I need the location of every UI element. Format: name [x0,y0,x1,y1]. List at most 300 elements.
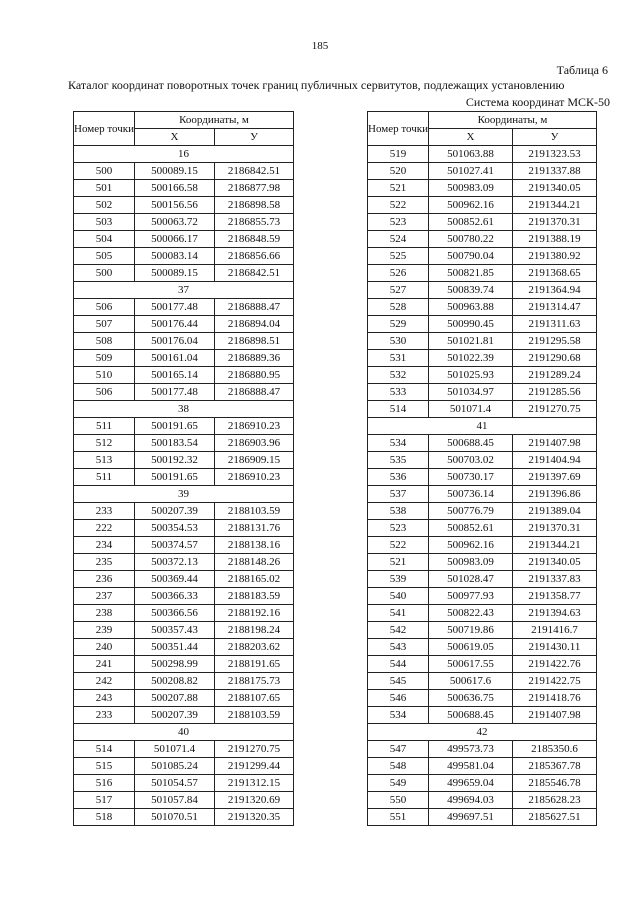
x-coordinate-cell: 500617.6 [428,673,512,690]
y-coordinate-cell: 2188203.62 [214,639,293,656]
point-number-cell: 537 [368,486,429,503]
y-coordinate-cell: 2191364.94 [512,282,596,299]
point-number-cell: 519 [368,146,429,163]
table-row [74,792,294,809]
table-row [74,588,294,605]
x-coordinate-cell: 500852.61 [428,520,512,537]
y-coordinate-cell: 2188192.16 [214,605,293,622]
x-coordinate-cell: 500207.88 [134,690,214,707]
table-row [368,452,597,469]
y-coordinate-cell: 2186910.23 [214,469,293,486]
table-row [74,741,294,758]
y-coordinate-cell: 2191370.31 [512,214,596,231]
y-coordinate-cell: 2191340.05 [512,554,596,571]
y-coordinate-cell: 2186910.23 [214,418,293,435]
x-coordinate-cell: 501025.93 [428,367,512,384]
x-coordinate-cell: 499659.04 [428,775,512,792]
table-row [74,316,294,333]
table-row [368,282,597,299]
x-coordinate-cell: 500183.54 [134,435,214,452]
y-coordinate-cell: 2191320.69 [214,792,293,809]
point-number-cell: 522 [368,197,429,214]
y-coordinate-cell: 2188107.65 [214,690,293,707]
y-coordinate-cell: 2186888.47 [214,299,293,316]
y-coordinate-cell: 2186842.51 [214,163,293,180]
point-number-cell: 541 [368,605,429,622]
y-coordinate-cell: 2188191.65 [214,656,293,673]
x-coordinate-cell: 500963.88 [428,299,512,316]
y-coordinate-cell: 2188103.59 [214,707,293,724]
table-row [368,163,597,180]
point-number-cell: 515 [74,758,135,775]
point-number-cell: 236 [74,571,135,588]
y-coordinate-cell: 2188183.59 [214,588,293,605]
x-coordinate-cell: 500191.65 [134,418,214,435]
table-row [368,197,597,214]
y-coordinate-cell: 2186856.66 [214,248,293,265]
y-coordinate-cell: 2191430.11 [512,639,596,656]
table-row [74,554,294,571]
y-coordinate-cell: 2185350.6 [512,741,596,758]
x-coordinate-cell: 500357.43 [134,622,214,639]
point-number-cell: 222 [74,520,135,537]
y-coordinate-cell: 2191407.98 [512,707,596,724]
x-coordinate-cell: 501022.39 [428,350,512,367]
table-row [368,622,597,639]
group-number: 42 [368,724,597,741]
x-coordinate-cell: 501070.51 [134,809,214,826]
y-coordinate-cell: 2188131.76 [214,520,293,537]
point-number-cell: 506 [74,299,135,316]
table-row [74,231,294,248]
x-coordinate-cell: 500089.15 [134,163,214,180]
x-coordinate-cell: 500083.14 [134,248,214,265]
point-number-cell: 514 [74,741,135,758]
group-number: 38 [74,401,294,418]
x-column-header: X [428,129,512,146]
table-row [368,469,597,486]
y-coordinate-cell: 2185628.23 [512,792,596,809]
x-coordinate-cell: 500366.56 [134,605,214,622]
y-coordinate-cell: 2185627.51 [512,809,596,826]
x-coordinate-cell: 500636.75 [428,690,512,707]
group-row [368,724,597,741]
table-row [74,367,294,384]
table-row [74,418,294,435]
table-row [74,248,294,265]
point-number-cell: 550 [368,792,429,809]
point-number-cell: 536 [368,469,429,486]
x-coordinate-cell: 500165.14 [134,367,214,384]
group-number: 16 [74,146,294,163]
x-coordinate-cell: 500176.44 [134,316,214,333]
table-row [368,588,597,605]
table-row [74,435,294,452]
x-coordinate-cell: 501063.88 [428,146,512,163]
x-coordinate-cell: 500839.74 [428,282,512,299]
y-coordinate-cell: 2186898.51 [214,333,293,350]
y-coordinate-cell: 2191314.47 [512,299,596,316]
y-coordinate-cell: 2186880.95 [214,367,293,384]
table-row [368,265,597,282]
point-number-cell: 243 [74,690,135,707]
y-coordinate-cell: 2191289.24 [512,367,596,384]
y-coordinate-cell: 2191358.77 [512,588,596,605]
x-coordinate-cell: 501034.97 [428,384,512,401]
x-coordinate-cell: 500617.55 [428,656,512,673]
y-coordinate-cell: 2186894.04 [214,316,293,333]
y-coordinate-cell: 2191422.75 [512,673,596,690]
table-row [74,469,294,486]
x-coordinate-cell: 500983.09 [428,554,512,571]
point-number-cell: 503 [74,214,135,231]
x-coordinate-cell: 499694.03 [428,792,512,809]
point-number-cell: 506 [74,384,135,401]
x-coordinate-cell: 500089.15 [134,265,214,282]
point-number-cell: 532 [368,367,429,384]
point-number-cell: 509 [74,350,135,367]
x-coordinate-cell: 499581.04 [428,758,512,775]
table-row [368,537,597,554]
table-row [74,503,294,520]
point-number-cell: 551 [368,809,429,826]
point-number-cell: 233 [74,503,135,520]
y-coordinate-cell: 2191337.83 [512,571,596,588]
point-number-cell: 234 [74,537,135,554]
x-coordinate-cell: 500780.22 [428,231,512,248]
y-coordinate-cell: 2186903.96 [214,435,293,452]
x-coordinate-cell: 500983.09 [428,180,512,197]
point-number-cell: 530 [368,333,429,350]
table-row [368,486,597,503]
x-coordinate-cell: 500374.57 [134,537,214,554]
x-coordinate-cell: 500369.44 [134,571,214,588]
table-row [368,299,597,316]
point-number-cell: 525 [368,248,429,265]
page-number: 185 [311,40,329,52]
y-coordinate-cell: 2186848.59 [214,231,293,248]
table-body-right [368,146,597,826]
y-coordinate-cell: 2191388.19 [512,231,596,248]
table-row [368,741,597,758]
point-number-cell: 501 [74,180,135,197]
point-number-cell: 545 [368,673,429,690]
point-number-cell: 240 [74,639,135,656]
x-coordinate-cell: 501027.41 [428,163,512,180]
point-number-cell: 531 [368,350,429,367]
y-coordinate-cell: 2191404.94 [512,452,596,469]
y-coordinate-cell: 2191397.69 [512,469,596,486]
coordinate-system-label: Система координат МСК-50 [465,95,610,109]
point-number-cell: 507 [74,316,135,333]
x-coordinate-cell: 500372.13 [134,554,214,571]
point-number-cell: 511 [74,418,135,435]
y-coordinate-cell: 2191344.21 [512,537,596,554]
point-number-cell: 523 [368,520,429,537]
point-number-cell: 500 [74,163,135,180]
table-row [368,146,597,163]
point-number-cell: 521 [368,180,429,197]
group-number: 37 [74,282,294,299]
table-row [74,775,294,792]
x-coordinate-cell: 500688.45 [428,707,512,724]
y-coordinate-cell: 2186889.36 [214,350,293,367]
y-coordinate-cell: 2191370.31 [512,520,596,537]
coordinates-table-right [367,111,597,826]
point-number-cell: 549 [368,775,429,792]
table-row [74,520,294,537]
point-number-cell: 239 [74,622,135,639]
point-number-cell: 520 [368,163,429,180]
table-row [74,333,294,350]
table-row [74,639,294,656]
y-column-header: У [214,129,293,146]
group-number: 41 [368,418,597,435]
point-number-cell: 512 [74,435,135,452]
y-coordinate-cell: 2191418.76 [512,690,596,707]
point-number-cell: 543 [368,639,429,656]
x-coordinate-cell: 500719.86 [428,622,512,639]
y-coordinate-cell: 2191422.76 [512,656,596,673]
y-coordinate-cell: 2191344.21 [512,197,596,214]
point-number-cell: 528 [368,299,429,316]
x-coordinate-cell: 500962.16 [428,537,512,554]
x-coordinate-cell: 500962.16 [428,197,512,214]
table-row [74,673,294,690]
x-coordinate-cell: 500207.39 [134,503,214,520]
table-row [368,554,597,571]
y-coordinate-cell: 2186842.51 [214,265,293,282]
table-row [368,656,597,673]
x-coordinate-cell: 501071.4 [428,401,512,418]
y-coordinate-cell: 2191394.63 [512,605,596,622]
point-number-cell: 538 [368,503,429,520]
point-number-cell: 242 [74,673,135,690]
table-row [74,537,294,554]
coordinates-header: Координаты, м [134,112,293,129]
x-coordinate-cell: 500990.45 [428,316,512,333]
point-number-cell: 539 [368,571,429,588]
table-row [368,316,597,333]
table-row [368,707,597,724]
x-coordinate-cell: 500176.04 [134,333,214,350]
point-number-cell: 517 [74,792,135,809]
point-number-cell: 510 [74,367,135,384]
x-coordinate-cell: 501057.84 [134,792,214,809]
point-number-cell: 533 [368,384,429,401]
table-row [368,673,597,690]
point-number-cell: 505 [74,248,135,265]
x-coordinate-cell: 500298.99 [134,656,214,673]
x-coordinate-cell: 500688.45 [428,435,512,452]
y-coordinate-cell: 2191270.75 [214,741,293,758]
group-row [74,146,294,163]
x-coordinate-cell: 500354.53 [134,520,214,537]
table-row [368,690,597,707]
table-row [368,384,597,401]
point-number-cell: 508 [74,333,135,350]
x-coordinate-cell: 501028.47 [428,571,512,588]
table-row [368,639,597,656]
table-row [74,452,294,469]
x-coordinate-cell: 501085.24 [134,758,214,775]
y-coordinate-cell: 2191312.15 [214,775,293,792]
group-row [74,401,294,418]
y-coordinate-cell: 2191270.75 [512,401,596,418]
y-coordinate-cell: 2186888.47 [214,384,293,401]
point-number-cell: 502 [74,197,135,214]
point-number-cell: 521 [368,554,429,571]
table-row [368,758,597,775]
table-row [74,707,294,724]
x-coordinate-cell: 500177.48 [134,299,214,316]
point-number-cell: 500 [74,265,135,282]
table-row [368,809,597,826]
point-number-cell: 548 [368,758,429,775]
table-row [368,792,597,809]
table-row [74,163,294,180]
y-coordinate-cell: 2191295.58 [512,333,596,350]
y-coordinate-cell: 2186855.73 [214,214,293,231]
y-coordinate-cell: 2191416.7 [512,622,596,639]
x-coordinate-cell: 500977.93 [428,588,512,605]
table-row [368,401,597,418]
point-number-cell: 522 [368,537,429,554]
table-row [74,265,294,282]
point-number-cell: 544 [368,656,429,673]
point-number-cell: 518 [74,809,135,826]
y-coordinate-cell: 2191340.05 [512,180,596,197]
x-coordinate-cell: 501071.4 [134,741,214,758]
y-coordinate-cell: 2188138.16 [214,537,293,554]
group-number: 40 [74,724,294,741]
group-row [368,418,597,435]
point-number-cell: 523 [368,214,429,231]
y-coordinate-cell: 2186877.98 [214,180,293,197]
point-number-header: Номер точки [74,112,135,146]
point-number-cell: 524 [368,231,429,248]
table-row [74,571,294,588]
x-coordinate-cell: 500192.32 [134,452,214,469]
y-coordinate-cell: 2188175.73 [214,673,293,690]
y-coordinate-cell: 2186898.58 [214,197,293,214]
x-coordinate-cell: 499697.51 [428,809,512,826]
point-number-cell: 547 [368,741,429,758]
x-coordinate-cell: 500822.43 [428,605,512,622]
x-coordinate-cell: 500066.17 [134,231,214,248]
x-coordinate-cell: 500208.82 [134,673,214,690]
y-coordinate-cell: 2191396.86 [512,486,596,503]
group-row [74,282,294,299]
point-number-cell: 233 [74,707,135,724]
table-row [74,809,294,826]
x-coordinate-cell: 500730.17 [428,469,512,486]
point-number-cell: 535 [368,452,429,469]
table-body-left [74,146,294,826]
group-number: 39 [74,486,294,503]
point-number-cell: 529 [368,316,429,333]
point-number-cell: 511 [74,469,135,486]
point-number-cell: 504 [74,231,135,248]
point-number-cell: 534 [368,435,429,452]
point-number-cell: 527 [368,282,429,299]
y-column-header: У [512,129,596,146]
y-coordinate-cell: 2191389.04 [512,503,596,520]
y-coordinate-cell: 2186909.15 [214,452,293,469]
point-number-cell: 241 [74,656,135,673]
y-coordinate-cell: 2188103.59 [214,503,293,520]
table-row [74,605,294,622]
table-row [368,333,597,350]
x-coordinate-cell: 500821.85 [428,265,512,282]
y-coordinate-cell: 2188198.24 [214,622,293,639]
y-coordinate-cell: 2188148.26 [214,554,293,571]
table-row [74,758,294,775]
x-column-header: X [134,129,214,146]
point-number-cell: 516 [74,775,135,792]
table-row [74,214,294,231]
table-row [74,180,294,197]
x-coordinate-cell: 500191.65 [134,469,214,486]
x-coordinate-cell: 500703.02 [428,452,512,469]
table-row [368,571,597,588]
table-row [74,622,294,639]
point-number-cell: 534 [368,707,429,724]
x-coordinate-cell: 500063.72 [134,214,214,231]
point-number-cell: 238 [74,605,135,622]
table-row [368,180,597,197]
y-coordinate-cell: 2191407.98 [512,435,596,452]
y-coordinate-cell: 2191380.92 [512,248,596,265]
group-row [74,724,294,741]
group-row [74,486,294,503]
y-coordinate-cell: 2191368.65 [512,265,596,282]
x-coordinate-cell: 500776.79 [428,503,512,520]
table-row [74,350,294,367]
y-coordinate-cell: 2191320.35 [214,809,293,826]
x-coordinate-cell: 500619.05 [428,639,512,656]
point-number-cell: 513 [74,452,135,469]
coordinates-header: Координаты, м [428,112,596,129]
y-coordinate-cell: 2191311.63 [512,316,596,333]
table-row [368,214,597,231]
x-coordinate-cell: 500736.14 [428,486,512,503]
y-coordinate-cell: 2191290.68 [512,350,596,367]
y-coordinate-cell: 2191337.88 [512,163,596,180]
table-row [368,435,597,452]
table-label: Таблица 6 [556,63,608,77]
table-row [368,367,597,384]
point-number-cell: 542 [368,622,429,639]
x-coordinate-cell: 500177.48 [134,384,214,401]
table-row [368,605,597,622]
y-coordinate-cell: 2188165.02 [214,571,293,588]
y-coordinate-cell: 2185367.78 [512,758,596,775]
point-number-header: Номер точки [368,112,429,146]
point-number-cell: 526 [368,265,429,282]
x-coordinate-cell: 500351.44 [134,639,214,656]
point-number-cell: 237 [74,588,135,605]
table-row [368,231,597,248]
point-number-cell: 235 [74,554,135,571]
x-coordinate-cell: 500207.39 [134,707,214,724]
y-coordinate-cell: 2185546.78 [512,775,596,792]
coordinates-table-left [73,111,294,826]
table-row [74,656,294,673]
point-number-cell: 546 [368,690,429,707]
x-coordinate-cell: 501054.57 [134,775,214,792]
table-row [74,197,294,214]
